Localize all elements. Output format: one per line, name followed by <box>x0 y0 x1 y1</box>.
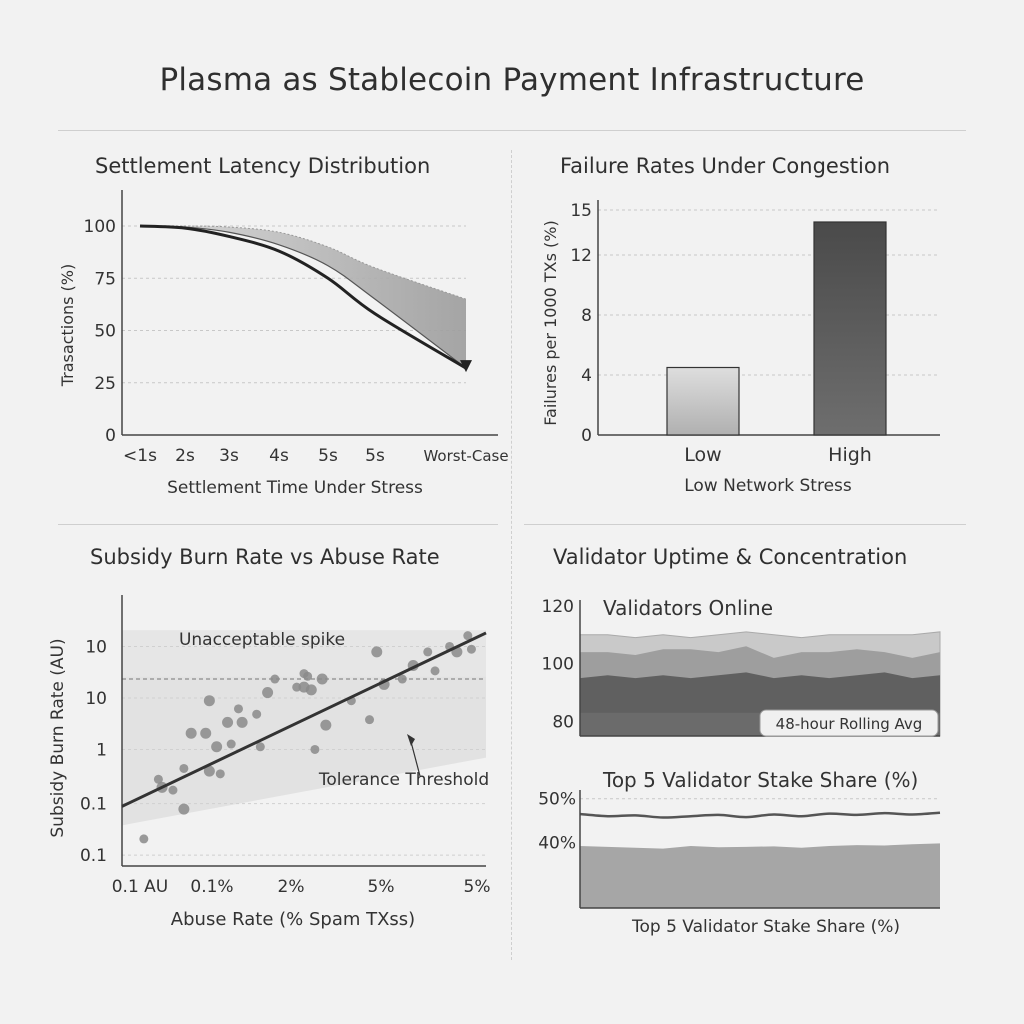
confidence-band <box>140 226 466 368</box>
scatter-point <box>317 674 328 685</box>
latency-chart-title: Settlement Latency Distribution <box>95 154 431 178</box>
scatter-point <box>200 728 211 739</box>
y-tick-label: 10 <box>85 637 107 658</box>
x-tick-label: 5% <box>367 877 395 897</box>
x-tick-label: 5% <box>463 877 491 897</box>
scatter-point <box>365 715 374 724</box>
x-tick-label: Low <box>684 444 722 466</box>
y-tick-label: 25 <box>94 373 116 394</box>
scatter-point <box>186 728 197 739</box>
annotation-tolerance-threshold: Tolerance Threshold <box>318 770 490 790</box>
y-axis-label: Trasactions (%) <box>58 263 77 387</box>
annotation-unacceptable-spike: Unacceptable spike <box>178 630 346 650</box>
y-tick-label: 0.1 <box>79 846 107 867</box>
y-tick-label: 80 <box>552 712 574 733</box>
legend-note: 48-hour Rolling Avg <box>775 715 923 733</box>
scatter-point <box>467 645 476 654</box>
scatter-point <box>262 687 273 698</box>
stake-share-title: Top 5 Validator Stake Share (%) <box>603 768 919 792</box>
y-tick-label: 50% <box>538 789 576 810</box>
x-tick-label: 4s <box>269 446 289 466</box>
y-tick-label: 15 <box>570 201 592 221</box>
y-axis-label: Failures per 1000 TXs (%) <box>541 220 560 426</box>
x-tick-label: 2s <box>175 446 195 466</box>
scatter-point <box>306 684 317 695</box>
x-tick-label: 5s <box>318 446 338 466</box>
x-axis-label: Settlement Time Under Stress <box>167 478 423 498</box>
y-tick-label: 0 <box>105 426 116 446</box>
scatter-point <box>320 720 331 731</box>
y-tick-label: 8 <box>581 306 592 326</box>
y-tick-label: 4 <box>581 366 592 386</box>
scatter-point <box>227 740 236 749</box>
x-tick-label: 2% <box>277 877 305 897</box>
scatter-point <box>270 675 279 684</box>
y-tick-label: 40% <box>538 833 576 854</box>
scatter-point <box>222 717 233 728</box>
scatter-point <box>303 672 312 681</box>
failure-chart <box>512 0 1024 520</box>
y-tick-label: 100 <box>83 217 116 237</box>
bar <box>814 222 886 435</box>
scatter-point <box>423 647 432 656</box>
latency-chart <box>0 0 512 520</box>
subsidy-chart-title: Subsidy Burn Rate vs Abuse Rate <box>90 545 440 569</box>
y-tick-label: 1 <box>96 740 107 761</box>
x-tick-label: High <box>828 444 872 466</box>
x-tick-label: Worst-Case <box>423 447 509 465</box>
scatter-point <box>431 666 440 675</box>
stake-area-series <box>580 843 940 908</box>
validators-online-label: Validators Online <box>603 596 774 620</box>
x-tick-label: 3s <box>219 446 239 466</box>
bar <box>667 368 739 436</box>
validator-chart <box>512 520 1024 1024</box>
x-axis-label: Top 5 Validator Stake Share (%) <box>631 917 901 937</box>
subsidy-chart <box>0 520 512 1024</box>
validator-chart-title: Validator Uptime & Concentration <box>553 545 908 569</box>
y-tick-label: 50 <box>94 321 116 342</box>
y-tick-label: 12 <box>570 246 592 266</box>
scatter-point <box>204 695 215 706</box>
scatter-point <box>234 704 243 713</box>
y-tick-label: 10 <box>85 688 107 709</box>
failure-chart-title: Failure Rates Under Congestion <box>560 154 891 178</box>
scatter-point <box>178 804 189 815</box>
y-axis-label: Subsidy Burn Rate (AU) <box>48 638 68 838</box>
scatter-point <box>139 834 148 843</box>
y-tick-label: 0.1 <box>79 794 107 815</box>
scatter-point <box>237 717 248 728</box>
x-tick-label: 5s <box>365 446 385 466</box>
page-title: Plasma as Stablecoin Payment Infrastructure <box>159 62 865 98</box>
x-tick-label: 0.1 AU <box>111 877 169 897</box>
tolerance-band <box>122 676 486 825</box>
scatter-point <box>211 741 222 752</box>
x-tick-label: 0.1% <box>190 877 234 897</box>
scatter-point <box>310 745 319 754</box>
x-tick-label: <1s <box>123 446 157 466</box>
scatter-point <box>371 646 382 657</box>
x-axis-label: Abuse Rate (% Spam TXss) <box>170 909 416 930</box>
scatter-point <box>168 786 177 795</box>
scatter-point <box>179 764 188 773</box>
scatter-point <box>252 710 261 719</box>
x-axis-label: Low Network Stress <box>684 476 852 496</box>
scatter-point <box>216 769 225 778</box>
y-tick-label: 120 <box>541 596 574 617</box>
stake-share-line <box>580 813 940 818</box>
y-tick-label: 0 <box>581 426 592 446</box>
y-tick-label: 100 <box>541 654 574 675</box>
y-tick-label: 75 <box>94 269 116 290</box>
